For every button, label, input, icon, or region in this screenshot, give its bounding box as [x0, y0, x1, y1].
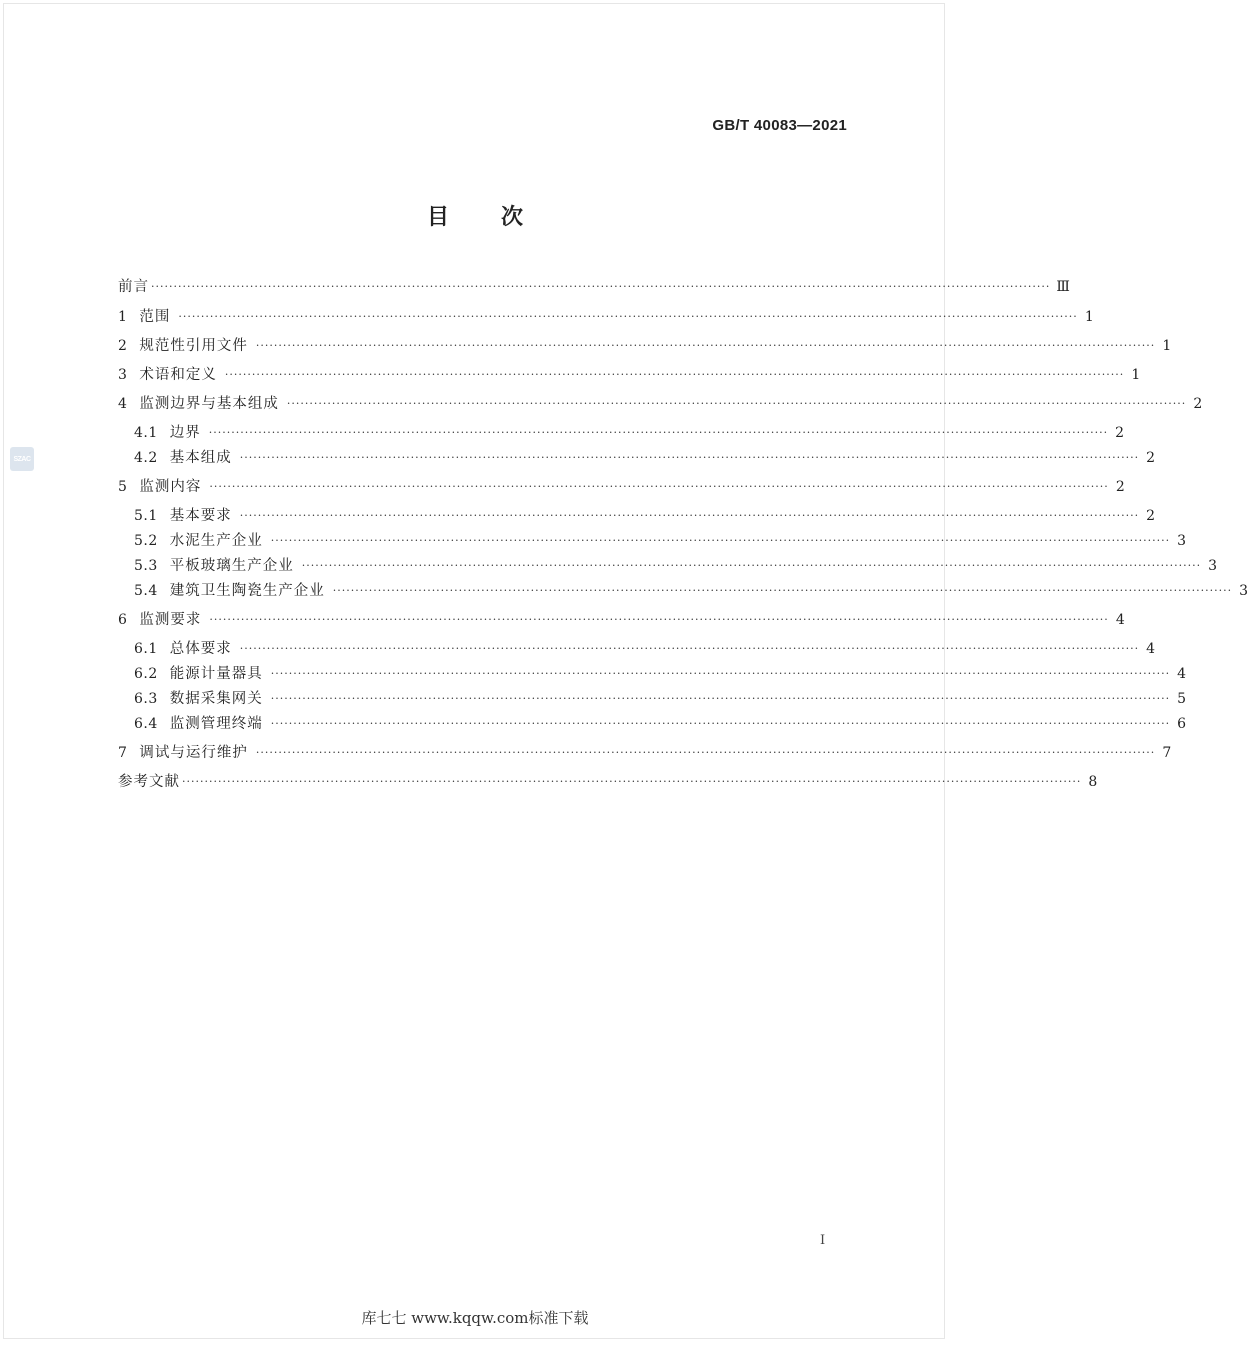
toc-entry-page: 8: [1088, 774, 1098, 790]
toc-entry-title: 基本组成: [169, 450, 232, 466]
toc-entry[interactable]: [134, 688, 1187, 710]
dot-leader: ········································································································································································································: [239, 451, 1140, 464]
toc-entry-number: 5: [118, 479, 128, 495]
toc-entry[interactable]: [134, 422, 1125, 444]
toc-entry[interactable]: [134, 447, 1156, 469]
toc-entry[interactable]: [118, 476, 1125, 498]
dot-leader: ········································································································································································································: [178, 310, 1078, 323]
toc-entry[interactable]: [118, 306, 1094, 328]
toc-entry-number: 6.1: [134, 641, 158, 657]
toc-entry-title: 规范性引用文件: [139, 338, 248, 354]
side-logo-icon: SZAC: [10, 447, 34, 471]
toc-entry-page: 2: [1146, 450, 1156, 466]
toc-entry-number: 1: [118, 309, 128, 325]
dot-leader: ········································································································································································································: [209, 480, 1109, 493]
dot-leader: ········································································································································································································: [255, 339, 1156, 352]
toc-entry[interactable]: [134, 663, 1187, 685]
dot-leader: ········································································································································································································: [255, 746, 1156, 759]
toc-entry-title: 调试与运行维护: [139, 745, 248, 761]
toc-entry-title: 监测管理终端: [169, 716, 263, 732]
dot-leader: ········································································································································································································: [270, 534, 1171, 547]
toc-entry[interactable]: [134, 638, 1156, 660]
toc-entry-page: 3: [1208, 558, 1218, 574]
toc-entry-title: 前言: [118, 279, 149, 295]
toc-entry-title: 范围: [139, 309, 171, 325]
standard-code: GB/T 40083—2021: [712, 117, 847, 134]
toc-entry-number: 3: [118, 367, 128, 383]
toc-entry-title: 能源计量器具: [169, 666, 263, 682]
dot-leader: ········································································································································································································: [270, 717, 1171, 730]
dot-leader: ········································································································································································································: [270, 692, 1171, 705]
dot-leader: ········································································································································································································: [209, 613, 1109, 626]
toc-entry-page: 7: [1162, 745, 1172, 761]
toc-entry-number: 4: [118, 396, 128, 412]
toc-entry-page: 2: [1146, 508, 1156, 524]
toc-entry-page: 3: [1177, 533, 1187, 549]
toc-entry-title: 数据采集网关: [169, 691, 263, 707]
toc-entry-page: 4: [1115, 612, 1125, 628]
footer-watermark: 库七七 www.kqqw.com标准下载: [361, 1309, 589, 1327]
toc-entry-page: 2: [1193, 396, 1203, 412]
dot-leader: ········································································································································································································: [182, 775, 1082, 788]
toc-entry-page: 2: [1115, 479, 1125, 495]
toc-entry-title: 总体要求: [169, 641, 232, 657]
dot-leader: ········································································································································································································: [286, 397, 1187, 410]
toc-entry-number: 6.4: [134, 716, 158, 732]
toc-entry-title: 平板玻璃生产企业: [169, 558, 294, 574]
toc-entry-page: 1: [1131, 367, 1141, 383]
dot-leader: ········································································································································································································: [151, 280, 1051, 293]
toc-entry[interactable]: [134, 505, 1156, 527]
toc-entry[interactable]: [118, 276, 1070, 298]
dot-leader: ········································································································································································································: [332, 584, 1233, 597]
toc-entry-number: 4.1: [134, 425, 158, 441]
toc-entry-page: 1: [1162, 338, 1172, 354]
toc-entry[interactable]: [118, 335, 1172, 357]
toc-entry-page: Ⅲ: [1056, 279, 1070, 295]
toc-entry-page: 3: [1239, 583, 1248, 599]
toc-entry-title: 基本要求: [169, 508, 232, 524]
dot-leader: ········································································································································································································: [301, 559, 1202, 572]
toc-entry-number: 4.2: [134, 450, 158, 466]
toc-entry[interactable]: [118, 771, 1098, 793]
toc-entry-page: 4: [1177, 666, 1187, 682]
toc-entry[interactable]: [118, 393, 1203, 415]
toc-entry-number: 7: [118, 745, 128, 761]
toc-entry[interactable]: [134, 580, 1248, 602]
toc-entry-title: 监测边界与基本组成: [139, 396, 279, 412]
toc-entry-title: 监测内容: [139, 479, 202, 495]
toc-entry-page: 5: [1177, 691, 1187, 707]
toc-entry-number: 5.4: [134, 583, 158, 599]
toc-entry-number: 6.3: [134, 691, 158, 707]
toc-entry-title: 建筑卫生陶瓷生产企业: [169, 583, 325, 599]
dot-leader: ········································································································································································································: [239, 509, 1140, 522]
toc-entry-number: 5.2: [134, 533, 158, 549]
toc-entry[interactable]: [134, 555, 1218, 577]
page-title: 目次: [426, 205, 575, 230]
toc-entry[interactable]: [134, 713, 1187, 735]
toc-entry[interactable]: [134, 530, 1187, 552]
toc-entry-page: 6: [1177, 716, 1187, 732]
toc-entry-number: 2: [118, 338, 128, 354]
toc-entry-title: 术语和定义: [139, 367, 217, 383]
toc-entry-number: 6.2: [134, 666, 158, 682]
dot-leader: ········································································································································································································: [270, 667, 1171, 680]
toc-entry[interactable]: [118, 609, 1125, 631]
page-number: I: [820, 1233, 826, 1248]
toc-entry-number: 6: [118, 612, 128, 628]
toc-entry-title: 参考文献: [118, 774, 180, 790]
toc-entry-title: 边界: [169, 425, 201, 441]
toc-entry-page: 1: [1084, 309, 1094, 325]
toc-entry-page: 2: [1115, 425, 1125, 441]
dot-leader: ········································································································································································································: [224, 368, 1125, 381]
toc-entry-number: 5.3: [134, 558, 158, 574]
toc-entry-title: 监测要求: [139, 612, 202, 628]
toc-entry[interactable]: [118, 742, 1172, 764]
toc-entry-page: 4: [1146, 641, 1156, 657]
dot-leader: ········································································································································································································: [208, 426, 1109, 439]
dot-leader: ········································································································································································································: [239, 642, 1140, 655]
toc-entry-number: 5.1: [134, 508, 158, 524]
toc-entry-title: 水泥生产企业: [169, 533, 263, 549]
toc-entry[interactable]: [118, 364, 1141, 386]
